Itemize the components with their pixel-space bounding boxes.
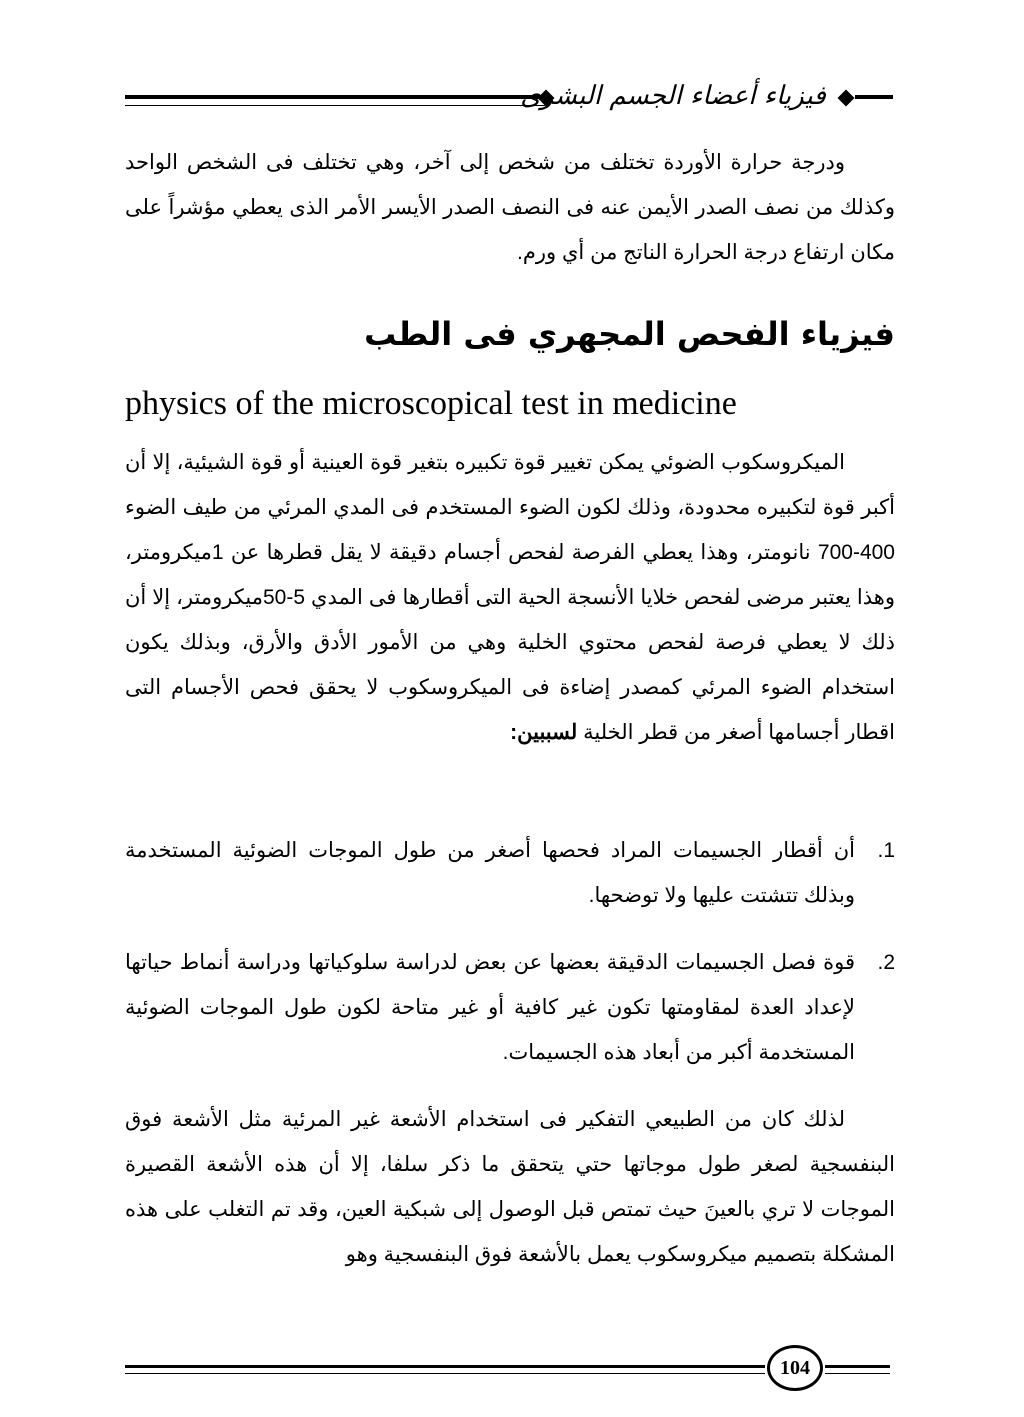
footer-rule-right [825, 1365, 890, 1368]
reasons-label: لسببين: [510, 721, 578, 744]
footer-rule-left-thin [125, 1373, 765, 1374]
footer-rule-left [125, 1365, 765, 1368]
list-item-text: قوة فصل الجسيمات الدقيقة بعضها عن بعض لدراسة سلوكياتها ودراسة أنماط حياتها لإعداد العدة لمقاومتها تكون غير كافية أو غير متاحة لكون طول الموجات الضوئية المستخدمة أكبر من أبعاد هذه الجسيمات. [125, 951, 855, 1064]
list-item [125, 940, 895, 1075]
list-item-text: أن أقطار الجسيمات المراد فحصها أصغر من طول الموجات الضوئية المستخدمة وبذلك تتشتت عليها ولا توضحها. [125, 839, 855, 907]
list-item-number: 1. [877, 839, 895, 862]
header-title: فيزياء أعضاء الجسم البشرى [520, 81, 826, 111]
list-item [125, 828, 895, 918]
paragraph-ultraviolet: لذلك كان من الطبيعي التفكير فى استخدام الأشعة غير المرئية مثل الأشعة فوق البنفسجية لصغر طول موجاتها حتي يتحقق ما ذكر سلفا، إلا أن هذه الأشعة القصيرة الموجات لا تري بالعينَ حيث تمتص قبل الوصول إلى شبكية العين، وقد تم التغلب على هذه المشكلة بتصميم ميكروسكوب يعمل بالأشعة فوق البنفسجية وهو [125, 1108, 895, 1266]
section-heading: فيزياء الفحص المجهري فى الطب [364, 315, 895, 353]
footer-rule-right-thin [825, 1373, 890, 1374]
page-number: 104 [767, 1345, 823, 1391]
paragraph-microscope [125, 440, 895, 755]
page-header [125, 78, 893, 118]
header-rule-left-thin [125, 105, 545, 106]
list-item-number: 2. [877, 951, 895, 974]
header-rule-right [855, 95, 893, 99]
paragraph-microscope-text: الميكروسكوب الضوئي يمكن تغيير قوة تكبيره بتغير قوة العينية أو قوة الشيئية، إلا أن أكبر قوة لتكبيره محدودة، وذلك لكون الضوء المستخدم فى المدي المرئي من طيف الضوء 400-700 نانومتر، وهذا يعطي الفرصة لفحص أجسام دقيقة لا يقل قطرها عن 1ميكرومتر، وهذا يعتبر مرضى لفحص خلايا الأنسجة الحية التى أقطارها فى المدي 5-50ميكرومتر، إلا أن ذلك لا يعطي فرصة لفحص محتوي الخلية وهي من الأمور الأدق والأرق، وبذلك يكون استخدام الضوء المرئي كمصدر إضاءة فى الميكروسكوب لا يحقق فحص الأجسام التى اقطار أجسامها أصغر من قطر الخلية [125, 451, 895, 744]
paragraph-intro: ودرجة حرارة الأوردة تختلف من شخص إلى آخر، وهي تختلف فى الشخص الواحد وكذلك من نصف الصدر الأيمن عنه فى النصف الصدر الأيسر الأمر الذى يعطي مؤشراً على مكان ارتفاع درجة الحرارة الناتج من أي ورم. [125, 151, 895, 264]
english-title: physics of the microscopical test in medicine [125, 385, 737, 422]
diamond-ornament-icon [838, 90, 855, 107]
header-rule-left [125, 95, 545, 99]
page-footer [125, 1345, 890, 1395]
